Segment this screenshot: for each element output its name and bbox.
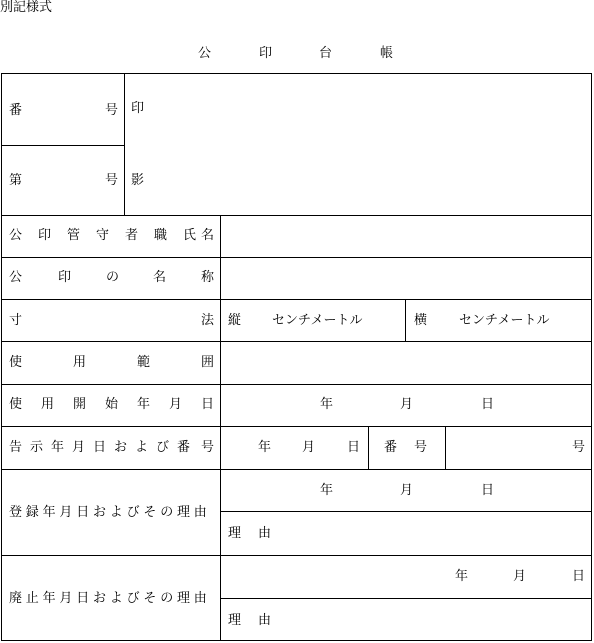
dimension-label-right: 法 [201,313,215,328]
divider [1,341,592,342]
notice-char: 番 [177,440,191,455]
notice-char: お [114,440,128,455]
start-date-char: 開 [73,397,87,412]
divider [445,426,446,469]
divider [1,299,592,300]
registration-reason-char: 由 [258,526,272,541]
start-year-unit: 年 [320,397,334,412]
registration-label: 登録年月日およびその理由 [9,505,211,520]
start-day-unit: 日 [481,397,495,412]
form-label: 別記様式 [0,0,53,15]
vertical-unit: センチメートル [272,313,363,328]
horizontal-unit: センチメートル [459,313,550,328]
notice-char: 告 [9,440,23,455]
divider [124,74,125,215]
number-label-right: 号 [105,103,119,118]
start-date-char: 月 [169,397,183,412]
start-month-unit: 月 [400,397,414,412]
seal-name-char: 名 [153,270,167,285]
registration-reason-char: 理 [228,526,242,541]
notice-char: 示 [30,440,44,455]
custodian-char: 印 [38,228,52,243]
divider [220,215,221,641]
seal-name-char: 公 [9,270,23,285]
custodian-char: 者 [125,228,139,243]
registration-day-unit: 日 [481,483,495,498]
custodian-char: 公 [9,228,23,243]
start-date-char: 年 [137,397,151,412]
scope-char: 用 [73,355,87,370]
impression-label-bottom: 影 [131,173,145,188]
divider [368,426,369,469]
divider [1,426,592,427]
seal-name-char: の [106,270,120,285]
divider [1,215,592,216]
custodian-char: 氏 [183,228,197,243]
custodian-char: 守 [96,228,110,243]
abolition-year-unit: 年 [455,569,469,584]
title-char-3: 台 [319,46,333,61]
notice-char: 日 [93,440,107,455]
start-date-char: 日 [201,397,215,412]
abolition-reason-char: 理 [228,613,242,628]
notice-char: よ [135,440,149,455]
notice-char: 号 [201,440,215,455]
custodian-char: 職 [154,228,168,243]
title-char-1: 公 [198,46,212,61]
notice-number-char: 号 [414,440,428,455]
notice-month-unit: 月 [302,440,316,455]
divider [220,511,592,512]
notice-char: 年 [51,440,65,455]
registration-year-unit: 年 [320,483,334,498]
notice-char: び [156,440,170,455]
dimension-label-left: 寸 [9,313,23,328]
custodian-char: 管 [67,228,81,243]
notice-number-suffix: 号 [572,440,586,455]
notice-char: 月 [72,440,86,455]
seal-name-char: 称 [201,270,215,285]
dai-label-left: 第 [9,173,23,188]
divider [220,598,592,599]
title-char-4: 帳 [380,46,394,61]
custodian-char: 名 [201,228,215,243]
divider [405,299,406,341]
abolition-reason-char: 由 [258,613,272,628]
divider [1,384,592,385]
start-date-char: 始 [105,397,119,412]
notice-number-char: 番 [384,440,398,455]
notice-day-unit: 日 [347,440,361,455]
scope-char: 範 [137,355,151,370]
start-date-char: 使 [9,397,23,412]
divider [1,145,125,146]
title-char-2: 印 [259,46,273,61]
seal-name-char: 印 [58,270,72,285]
divider [1,257,592,258]
scope-char: 囲 [201,355,215,370]
scope-char: 使 [9,355,23,370]
start-date-char: 用 [41,397,55,412]
divider [1,555,592,556]
vertical-label: 縦 [228,313,242,328]
impression-label-top: 印 [131,101,145,116]
abolition-day-unit: 日 [572,569,586,584]
abolition-label: 廃止年月日およびその理由 [9,591,211,606]
number-label-left: 番 [9,103,23,118]
horizontal-label: 横 [414,313,428,328]
dai-label-right: 号 [105,173,119,188]
divider [1,469,592,470]
registration-month-unit: 月 [400,483,414,498]
abolition-month-unit: 月 [513,569,527,584]
notice-year-unit: 年 [258,440,272,455]
